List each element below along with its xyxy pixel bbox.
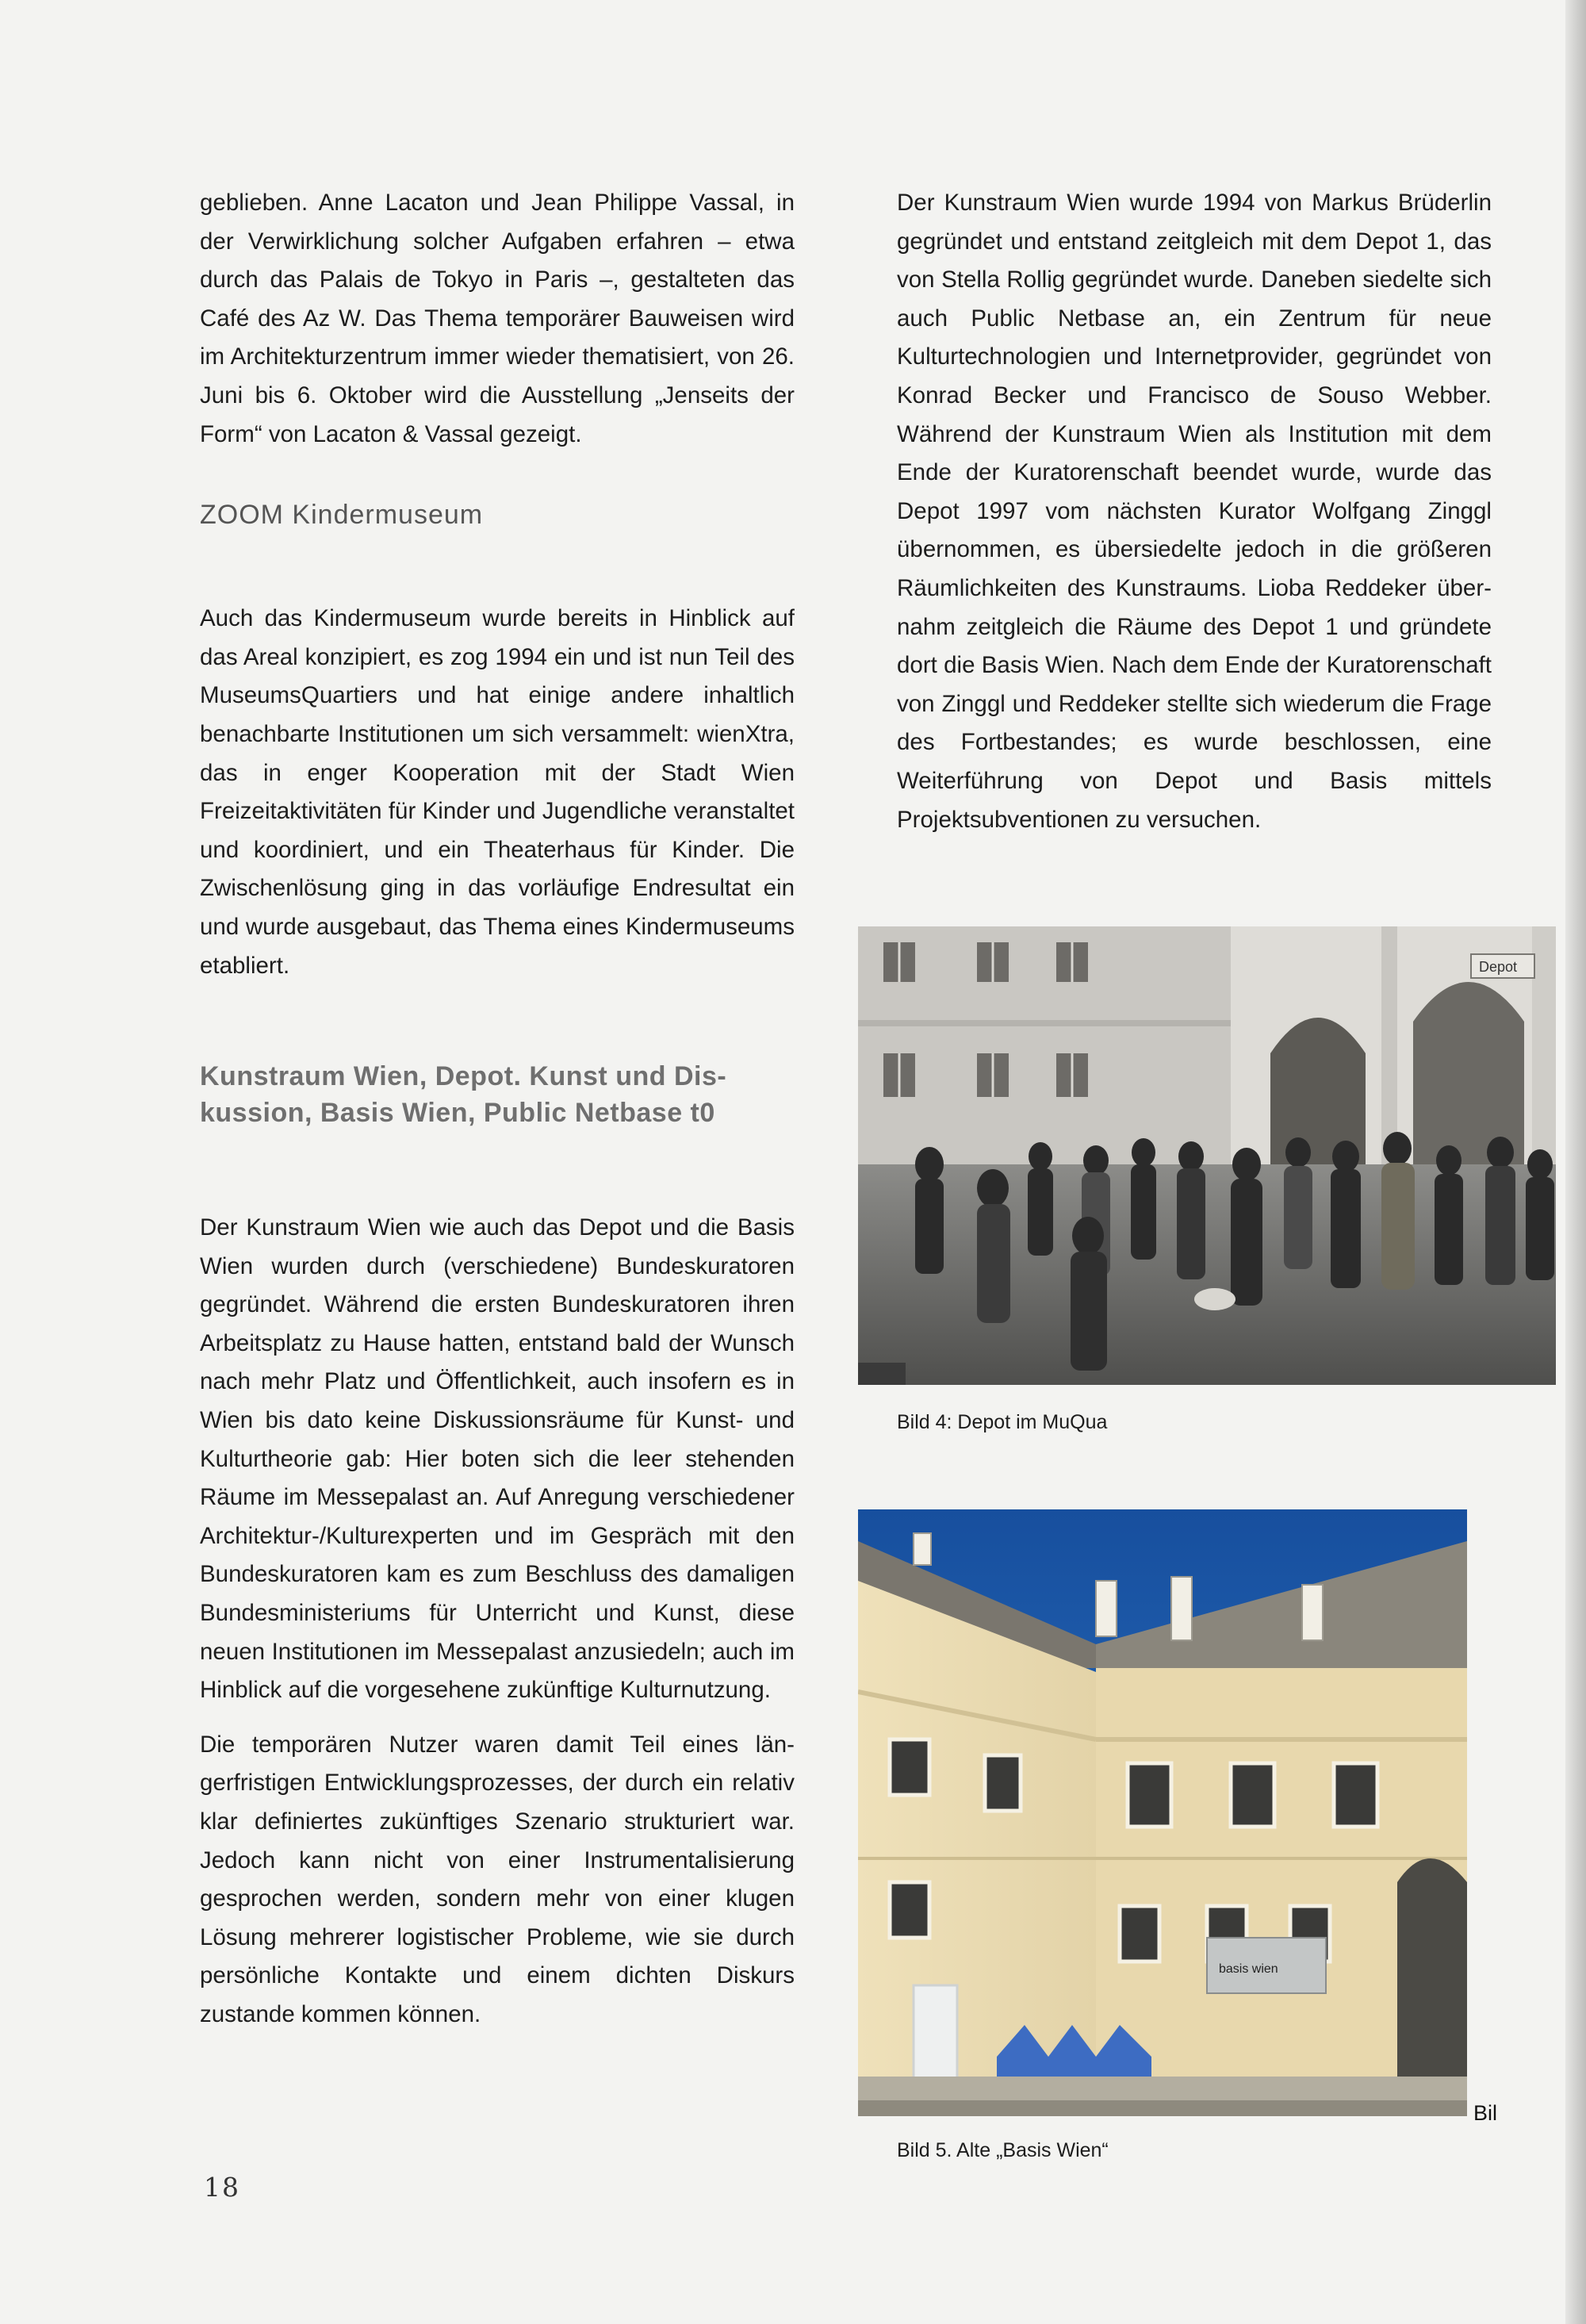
page-edge-shadow bbox=[1565, 0, 1586, 2324]
right-column bbox=[897, 184, 1492, 839]
kunstraum-history-paragraph: Der Kunstraum Wien wurde 1994 von Markus Brüderlin gegründet und entstand zeitgleich mit dem Depot 1, das von Stella Rollig gegründet wurde. Daneben siedelte sich auch Public Netbase an, ein Zentrum für neue Kulturtechnologien und Internetprovider, gegründet von Konrad Becker und Francisco de Souso Webber. Während der Kunstraum Wien als Institution mit dem Ende der Kuratorenschaft beendet wurde, wurde das Depot 1997 vom nächsten Kurator Wolfgang Zinggl übernommen, es übersiedelte jedoch in die größeren Räumlichkeiten des Kunstraums. Lioba Reddeker übernahm zeitgleich die Räume des Depot 1 und gründete dort die Basis Wien. Nach dem Ende der Kuratorenschaft von Zinggl und Reddeker stellte sich wiederum die Frage des Fortbestandes; es wurde beschlossen, eine Weiterführung von Depot und Basis mittels Projektsubventionen zu versuchen. bbox=[897, 190, 1492, 833]
photo-depot-courtyard bbox=[858, 926, 1556, 1385]
caption-figure-4: Bild 4: Depot im MuQua bbox=[897, 1411, 1108, 1433]
kunstraum-paragraph-2: Die temporären Nutzer waren damit Teil eines längerfristigen Entwicklungsprozesses, der durch ein relativ klar definiertes zukünftiges Szenario strukturiert war. Jedoch kann nicht von einer Instrumentalisierung gesprochen werden, sondern mehr von einer klugen Lösung mehrerer logistischer Probleme, wie sie durch persönliche Kontakte und einem dichten Diskurs zustande kommen können. bbox=[200, 1731, 795, 2027]
caption-figure-5: Bild 5. Alte „Basis Wien“ bbox=[897, 2139, 1109, 2161]
kunstraum-paragraph-1: Der Kunstraum Wien wie auch das Depot und die Basis Wien wurden durch (verschiedene) Bundeskuratoren gegründet. Während die ersten Bundeskuratoren ihren Arbeitsplatz zu Hause hatten, entstand bald der Wunsch nach mehr Platz und Öffentlichkeit, auch insofern es in Wien bis dato keine Diskussionsräume für Kunst- und Kulturtheorie gab: Hier boten sich die leer stehenden Räume im Messepalast an. Auf Anregung verschiedener Architektur-/Kulturexperten und im Gespräch mit den Bundeskuratoren kam es zum Beschluss des damaligen Bundesministeriums für Unterricht und Kunst, diese neuen Institutionen im Messepalast anzusiedeln; auch im Hinblick auf die vorgesehene zukünftige Kulturnutzung. bbox=[200, 1214, 795, 1704]
depot-sign: Depot bbox=[1479, 959, 1518, 975]
zoom-paragraph: Auch das Kindermuseum wurde bereits in Hinblick auf das Areal konzipiert, es zog 1994 ein und ist nun Teil des MuseumsQuartiers und hat einige andere inhaltlich benachbarte Institutionen um sich versammelt: wienXtra, das in enger Kooperation mit der Stadt Wien Freizeitaktivitäten für Kinder und Jugendliche veranstaltet und koordiniert, und ein Theaterhaus für Kinder. Die Zwischenlösung ging in das vorläufige Endresultat ein und wurde ausgebaut, das Thema eines Kindermuseums etabliert. bbox=[200, 605, 795, 979]
photo-basis-wien-courtyard bbox=[858, 1509, 1467, 2116]
heading-zoom-kindermuseum: ZOOM Kindermuseum bbox=[200, 500, 484, 531]
left-column bbox=[200, 184, 795, 2034]
figure-label-fragment: Bil bbox=[1470, 2100, 1500, 2126]
heading-kunstraum-wien: Kunstraum Wien, Depot. Kunst und Diskussion, Basis Wien, Public Netbase t0 bbox=[200, 1061, 726, 1129]
basis-wien-sign: basis wien bbox=[1219, 1962, 1278, 1976]
intro-paragraph: geblieben. Anne Lacaton und Jean Philippe Vassal, in der Verwirklichung solcher Aufgaben erfahren – etwa durch das Palais de Tokyo in Paris –, gestalteten das Café des Az W. Das Thema temporärer Bauweisen wird im Architekturzentrum immer wieder thematisiert, von 26. Juni bis 6. Oktober wird die Ausstellung „Jenseits der Form“ von Lacaton & Vassal gezeigt. bbox=[200, 190, 795, 447]
page-number: 18 bbox=[204, 2172, 240, 2203]
